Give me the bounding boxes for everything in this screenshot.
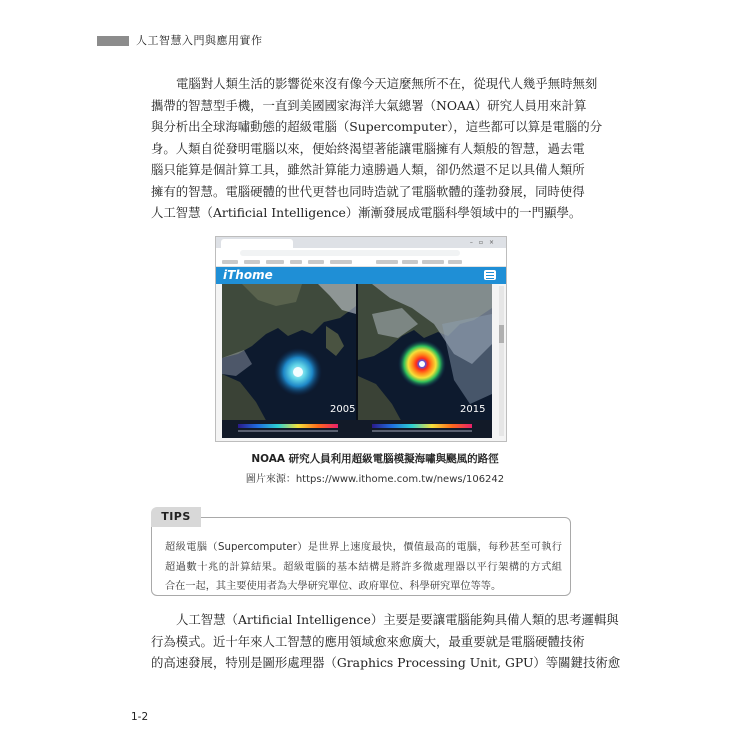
scrollbar-thumb xyxy=(499,325,504,343)
text-line: 電腦對人類生活的影響從來沒有像今天這麼無所不在，從現代人幾乎無時無刻 xyxy=(176,76,598,91)
text-line: 身。人類自從發明電腦以來，便始終渴望著能讓電腦擁有人類般的智慧，過去電 xyxy=(151,140,585,156)
ithome-logo: iThome xyxy=(223,268,273,282)
browser-tab-bar xyxy=(216,237,506,248)
paragraph-ai-definition xyxy=(151,609,621,674)
text-line: 攜帶的智慧型手機，一直到美國國家海洋大氣總署（NOAA）研究人員用來計算 xyxy=(151,97,587,113)
text-line: 超級電腦（Supercomputer）是世界上速度最快，價值最高的電腦，每秒甚至可執行 xyxy=(165,542,562,553)
tips-label: TIPS xyxy=(151,507,201,527)
text-line: 行為模式。近十年來人工智慧的應用領域愈來愈廣大，最重要就是電腦硬體技術 xyxy=(151,633,585,649)
browser-tab xyxy=(221,239,293,248)
figure-caption: NOAA 研究人員利用超級電腦模擬海嘯與颶風的路徑 xyxy=(251,453,499,465)
text-line: 腦只能算是個計算工具，雖然計算能力遠勝過人類，卻仍然還不足以具備人類所 xyxy=(151,162,585,177)
text-line: 超過數十兆的計算結果。超級電腦的基本結構是將許多微處理器以平行架構的方式組 xyxy=(165,561,562,573)
text-line: 與分析出全球海嘯動態的超級電腦（Supercomputer），這些都可以算是電腦的分 xyxy=(151,119,603,134)
year-label-2015: 2015 xyxy=(460,404,486,415)
hamburger-menu-icon xyxy=(484,270,496,280)
page-number: 1-2 xyxy=(131,711,149,723)
text-line: 的高速發展，特別是圖形處理器（Graphics Processing Unit, GPU）等關鍵技術愈 xyxy=(151,655,621,670)
satellite-comparison-image xyxy=(222,284,492,438)
text-line: 人工智慧（Artificial Intelligence）主要是要讓電腦能夠具備人類的思考邏輯與 xyxy=(176,612,619,627)
figure-source: 圖片來源：https://www.ithome.com.tw/news/106242 xyxy=(245,474,505,485)
paragraph-intro xyxy=(151,73,603,224)
text-line: 擁有的智慧。電腦硬體的世代更替也同時造就了電腦軟體的蓬勃發展，同時使得 xyxy=(151,183,585,199)
hurricane-satellite-maps xyxy=(222,284,492,438)
window-controls: –▫× xyxy=(469,239,500,246)
header-bar xyxy=(97,36,129,46)
page-scrollbar xyxy=(499,286,504,436)
text-line: 人工智慧（Artificial Intelligence）漸漸發展成電腦科學領域中的一門顯學。 xyxy=(151,205,582,220)
bookmarks-bar xyxy=(216,258,506,267)
site-header xyxy=(216,267,506,284)
book-title: 人工智慧入門與應用實作 xyxy=(136,34,263,47)
tips-text xyxy=(165,538,562,597)
year-label-2005: 2005 xyxy=(330,404,356,415)
text-line: 合在一起，其主要使用者為大學研究單位、政府單位、科學研究單位等等。 xyxy=(165,581,502,592)
address-bar xyxy=(240,250,460,256)
browser-screenshot xyxy=(215,236,507,442)
